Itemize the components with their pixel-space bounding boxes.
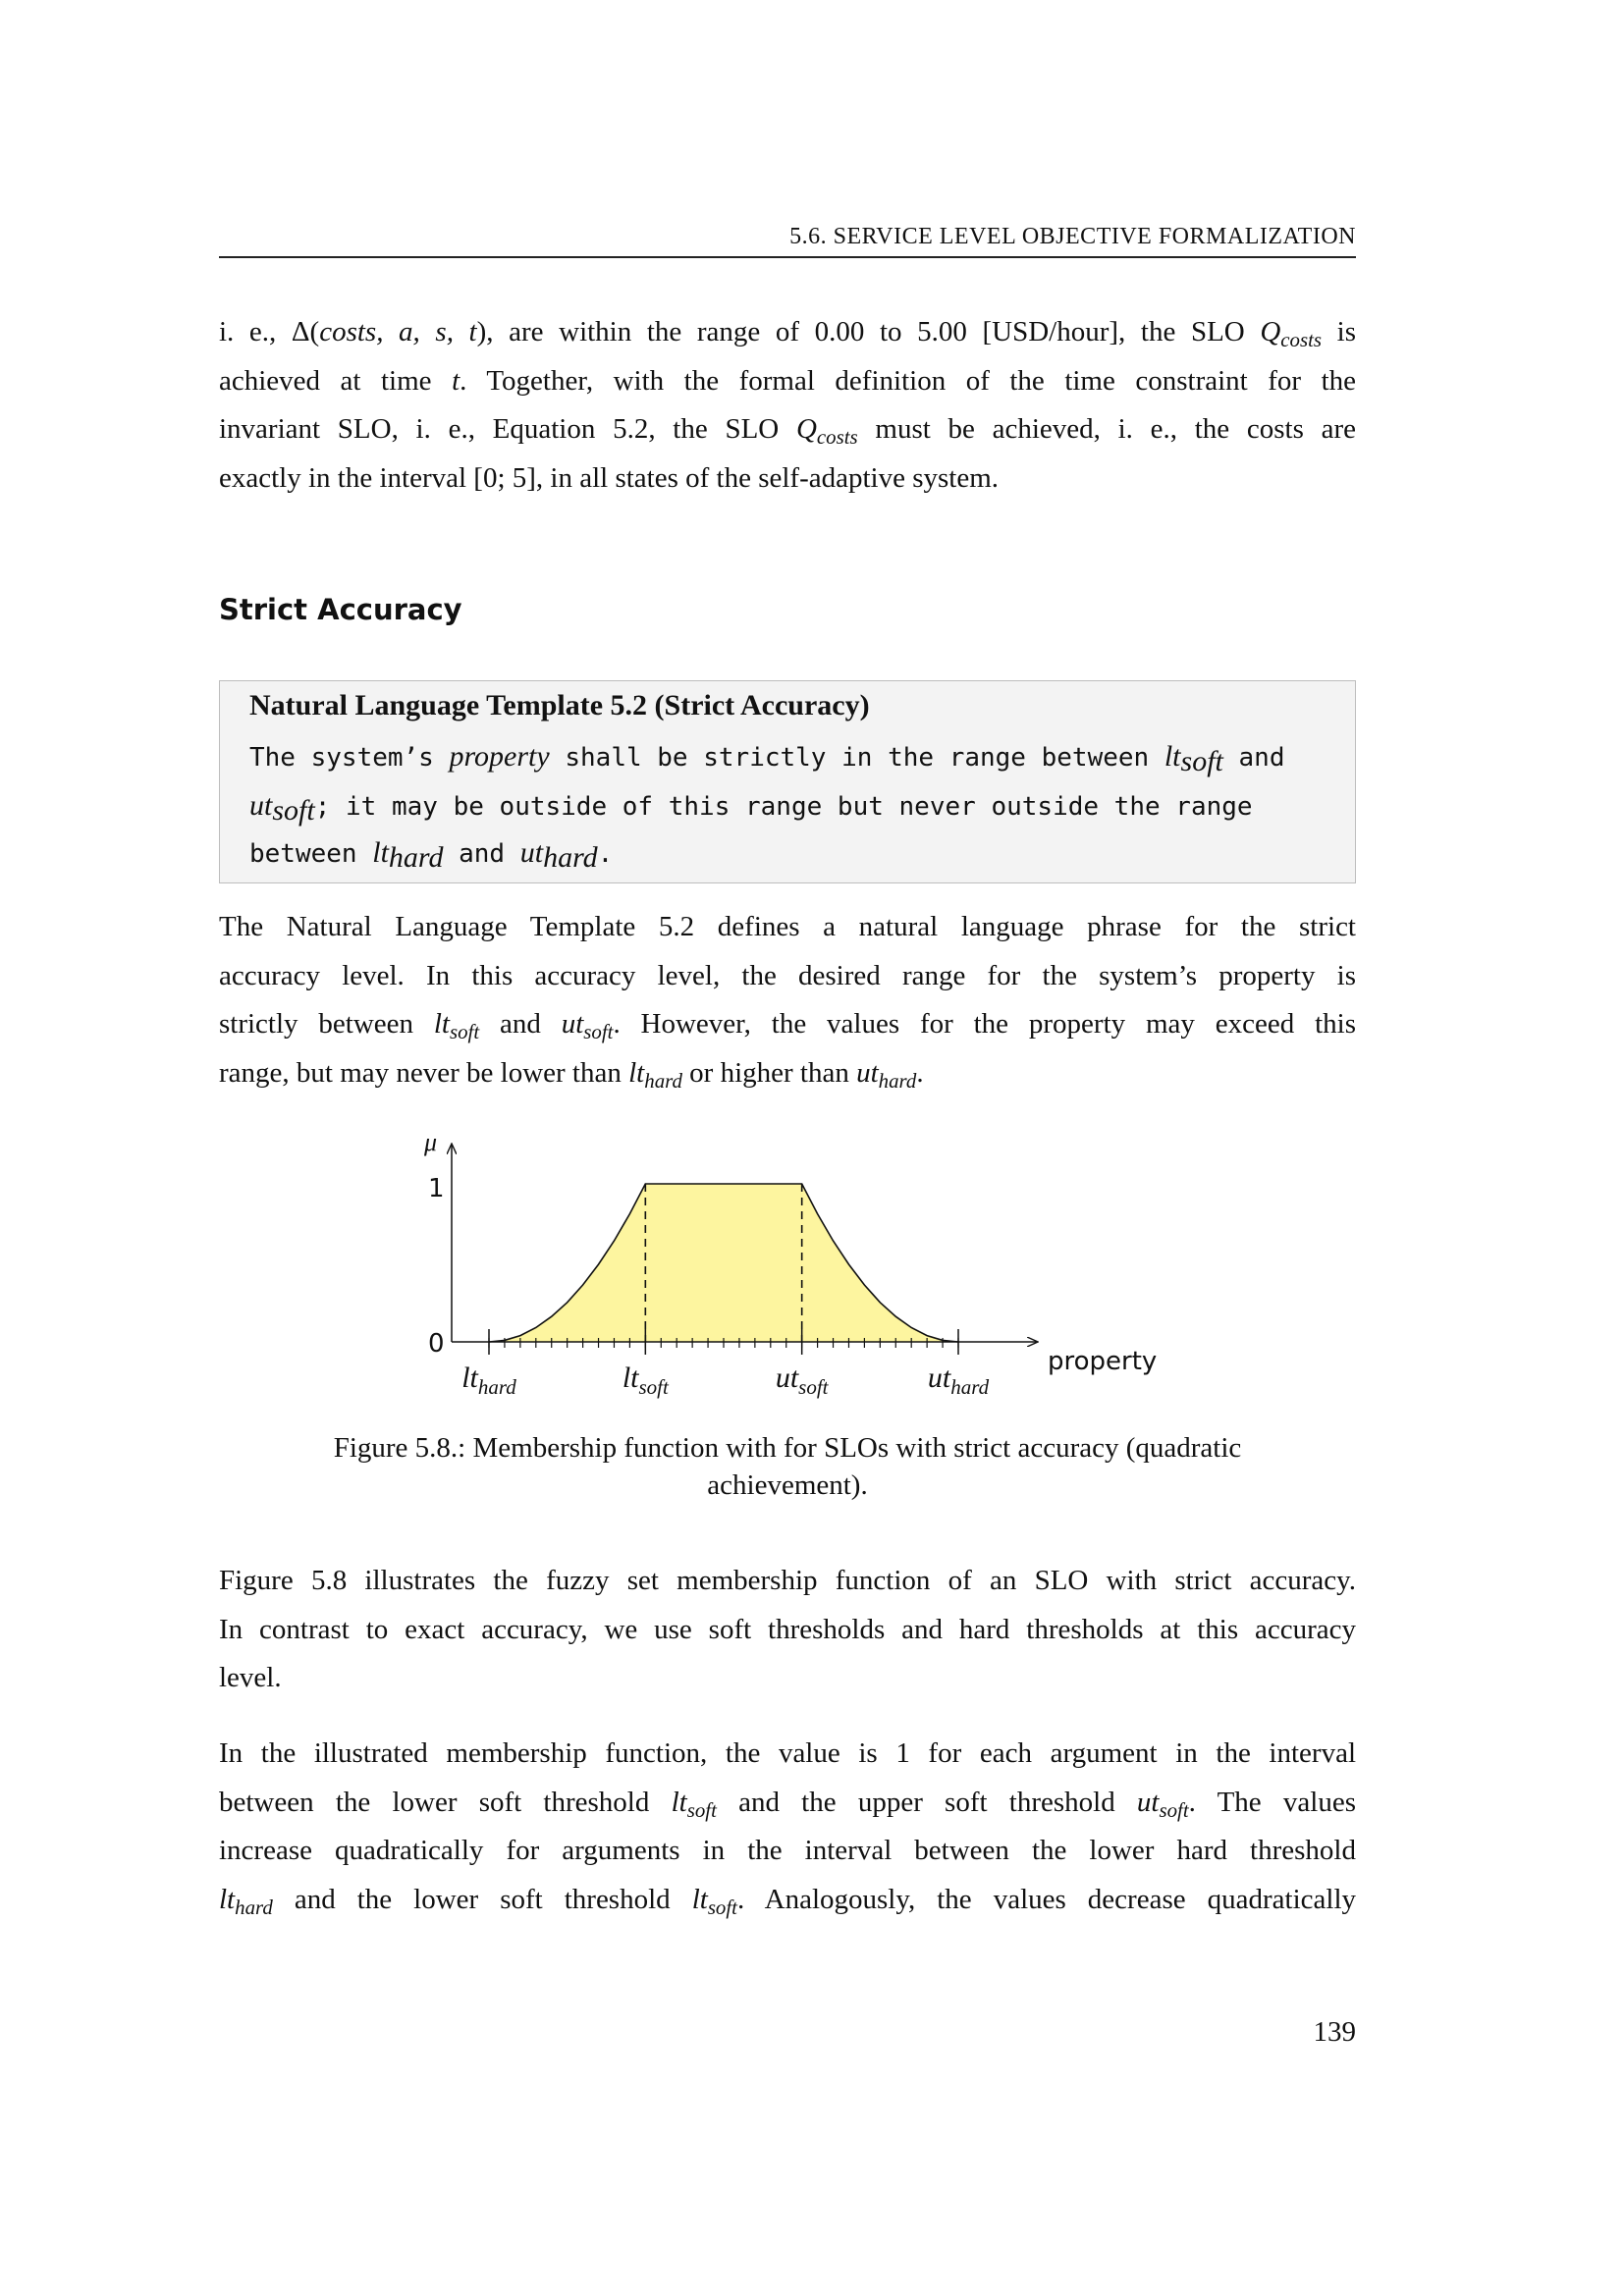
text-line: invariant SLO, i. e., Equation 5.2, the SLO $Q_{costs}$ must be achieved, i. e., the costs are	[219, 413, 1357, 449]
x-tick-labels	[461, 1362, 989, 1399]
template-line: between $lt_{hard}$ and $ut_{hard}$.	[249, 836, 614, 875]
paragraph-membership-values	[219, 1730, 1356, 1924]
membership-area-fill	[489, 1184, 958, 1342]
y-axis-label: μ	[424, 1128, 438, 1156]
text-line: accuracy level. In this accuracy level, the desired range for the system’s property is	[219, 959, 1356, 991]
text-line: achieved at time t. Together, with the formal definition of the time constraint for the	[219, 364, 1356, 397]
text-line: In the illustrated membership function, the value is 1 for each argument in the interval	[219, 1737, 1356, 1769]
text-line: $lt_{hard}$ and the lower soft threshold $lt_{soft}$. Analogously, the values decrease quadratically	[219, 1883, 1357, 1919]
text-line: level.	[219, 1662, 282, 1693]
paragraph-figure-description	[219, 1557, 1356, 1703]
x-tick-label: $ut_{hard}$	[927, 1362, 990, 1399]
caption-line: achievement).	[707, 1469, 868, 1501]
template-title: Natural Language Template 5.2 (Strict Accuracy)	[249, 689, 870, 721]
text-line: range, but may never be lower than $lt_{hard}$ or higher than $ut_{hard}$.	[219, 1056, 924, 1093]
x-tick-label: $ut_{soft}$	[775, 1362, 829, 1399]
caption-line: Figure 5.8.: Membership function with for SLOs with strict accuracy (quadratic	[333, 1432, 1242, 1464]
x-tick-label: $lt_{soft}$	[622, 1362, 669, 1399]
x-tick-label: $lt_{hard}$	[461, 1362, 516, 1399]
running-header: 5.6. SERVICE LEVEL OBJECTIVE FORMALIZATION	[789, 224, 1356, 249]
text-line: exactly in the interval [0; 5], in all states of the self-adaptive system.	[219, 461, 1000, 494]
text-line: In contrast to exact accuracy, we use soft thresholds and hard thresholds at this accuracy	[219, 1613, 1356, 1645]
text-line: increase quadratically for arguments in the interval between the lower hard threshold	[219, 1835, 1356, 1866]
text-line: strictly between $lt_{soft}$ and $ut_{soft}$. However, the values for the property may exceed this	[219, 1008, 1356, 1043]
page-number: 139	[1313, 2016, 1356, 2048]
y-tick-label: 1	[428, 1174, 445, 1203]
section-heading: Strict Accuracy	[219, 593, 462, 626]
text-line: The Natural Language Template 5.2 defines a natural language phrase for the strict	[219, 911, 1356, 942]
y-tick-label: 0	[428, 1329, 445, 1359]
text-line: Figure 5.8 illustrates the fuzzy set membership function of an SLO with strict accuracy.	[219, 1565, 1356, 1596]
template-line: $ut_{soft}$; it may be outside of this range but never outside the range	[249, 789, 1253, 828]
text-line: between the lower soft threshold $lt_{soft}$ and the upper soft threshold $ut_{soft}$. The values	[219, 1786, 1356, 1822]
figure-caption	[219, 1429, 1356, 1504]
text-line: i. e., Δ(costs, a, s, t), are within the range of 0.00 to 5.00 [USD/hour], the SLO $Q_{costs}$ is	[219, 316, 1356, 351]
template-line: The system’s property shall be strictly in the range between $lt_{soft}$ and	[249, 740, 1285, 778]
x-axis-label: property	[1048, 1347, 1158, 1376]
